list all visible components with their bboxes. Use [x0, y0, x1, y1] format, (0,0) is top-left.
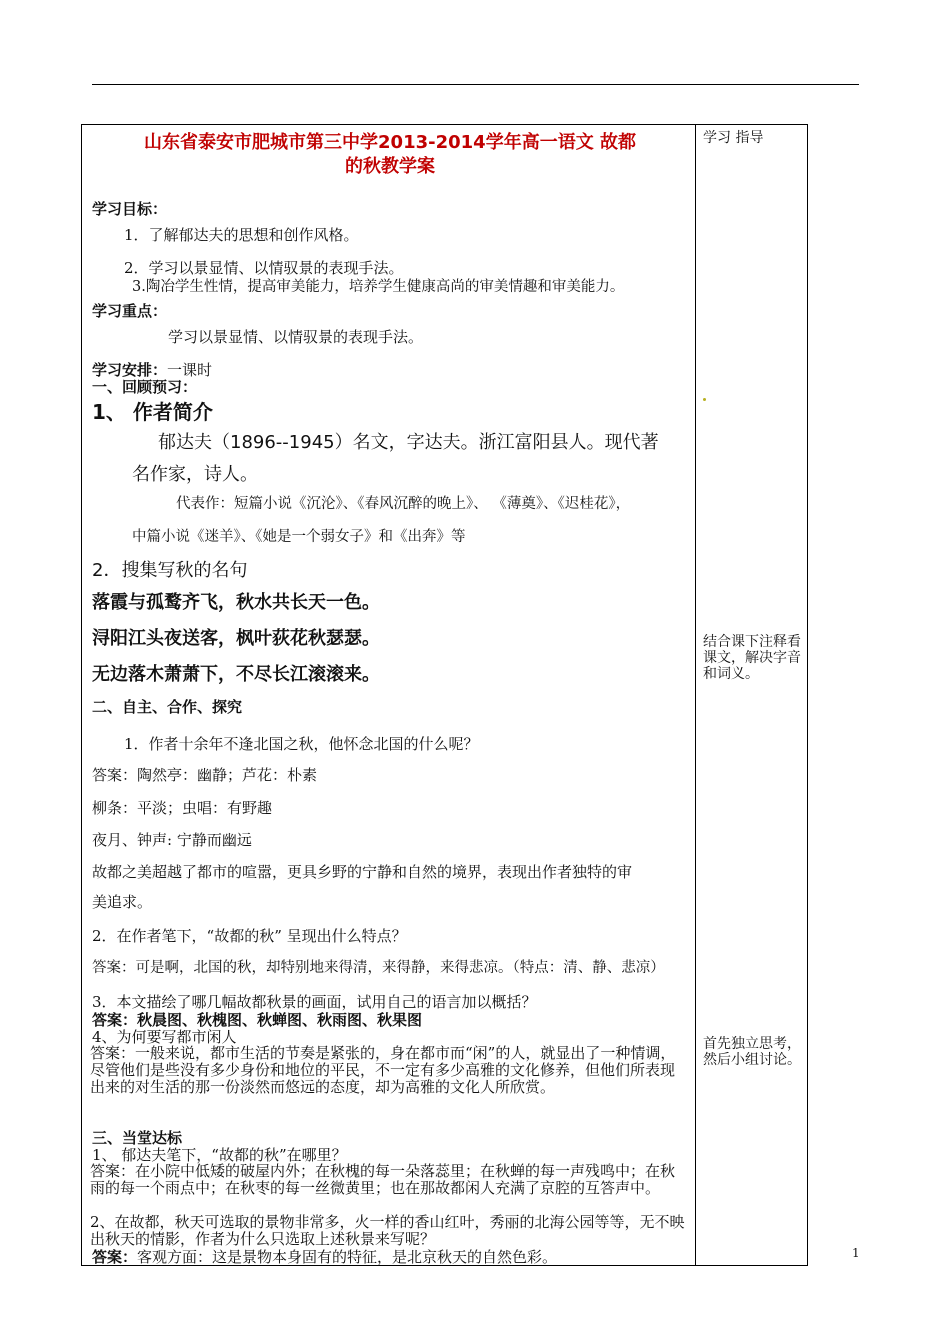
arrangement-text: 一课时: [167, 361, 213, 379]
quote-1: 落霞与孤鹜齐飞，秋水共长天一色。: [92, 592, 380, 613]
goal-item-3: 3.陶冶学生性情，提高审美能力，培养学生健康高尚的审美情趣和审美能力。: [132, 279, 625, 295]
goal-item-2: 2．学习以景显情、以情驭景的表现手法。: [124, 259, 404, 277]
explore-answer-1-line-5: 美追求。: [92, 893, 153, 911]
author-line-2: 名作家，诗人。: [132, 464, 258, 485]
explore-heading: 二、自主、合作、探究: [92, 698, 243, 716]
author-heading: 1、 作者简介: [92, 400, 213, 424]
practice-answer-2-label: 答案：: [92, 1248, 138, 1266]
quotes-heading: 2．搜集写秋的名句: [92, 560, 248, 581]
column-divider: [695, 124, 696, 1266]
practice-question-1: 1、 郁达夫笔下，“故都的秋”在哪里？: [92, 1146, 347, 1164]
focus-text: 学习以景显情、以情驭景的表现手法。: [168, 328, 424, 346]
practice-answer-2-text: 客观方面：这是景物本身固有的特征，是北京秋天的自然色彩。: [137, 1248, 558, 1266]
practice-heading: 三、当堂达标: [92, 1129, 183, 1147]
goal-item-1: 1．了解郁达夫的思想和创作风格。: [124, 226, 359, 244]
sidebar-header: 学习 指导: [703, 130, 764, 146]
focus-heading: 学习重点：: [92, 302, 168, 320]
header-rule: [92, 84, 859, 85]
explore-question-2: 2．在作者笔下，“故都的秋” 呈现出什么特点？: [92, 927, 407, 945]
explore-answer-2: 答案：可是啊，北国的秋，却特别地来得清，来得静，来得悲凉。（特点：清、静、悲凉）: [92, 960, 665, 976]
practice-answer-2: [92, 1248, 557, 1266]
goals-heading: 学习目标：: [92, 200, 168, 218]
practice-answer-1: 答案：在小院中低矮的破屋内外；在秋槐的每一朵落蕊里；在秋蝉的每一声残鸣中；在秋雨的每一个雨点中；在秋枣的每一丝微黄里；也在那故都闲人充满了京腔的互答声中。: [90, 1162, 676, 1197]
explore-answer-1-line-1: 答案：陶然亭：幽静；芦花：朴素: [92, 766, 318, 784]
practice-question-2: 2、在故都，秋天可选取的景物非常多，火一样的香山红叶，秀丽的北海公园等等，无不映出秋天的情影，作者为什么只选取上述秋景来写呢？: [90, 1213, 685, 1248]
review-heading: 一、回顾预习：: [92, 378, 198, 396]
arrangement-line: [92, 361, 212, 379]
works-line-2: 中篇小说《迷羊》、《她是一个弱女子》和《出奔》等: [132, 529, 466, 545]
explore-question-1: 1．作者十余年不逢北国之秋，他怀念北国的什么呢？: [124, 735, 479, 753]
arrangement-heading: 学习安排：: [92, 361, 168, 379]
explore-answer-3: 答案：秋晨图、秋槐图、秋蝉图、秋雨图、秋果图: [92, 1011, 423, 1029]
page-number: 1: [852, 1246, 860, 1260]
explore-answer-1-line-3: 夜月、钟声: 宁静而幽远: [92, 831, 252, 849]
explore-question-4: 4、为何要写都市闲人: [92, 1028, 237, 1046]
page-title-line-2: 的秋教学案: [345, 156, 435, 177]
sidebar-note-2: 首先独立思考，然后小组讨论。: [703, 1036, 801, 1068]
explore-answer-4: 答案：一般来说，都市生活的节奏是紧张的，身在都市而“闲”的人，就显出了一种情调，尽管他们是些没有多少身份和地位的平民，不一定有多少高雅的文化修养，但他们所表现出来的对生活的那一份淡然而悠远的态度，却为高雅的文化人所欣赏。: [90, 1044, 676, 1096]
explore-answer-1-line-2: 柳条：平淡；虫唱：有野趣: [92, 799, 273, 817]
quote-3: 无边落木萧萧下，不尽长江滚滚来。: [92, 664, 380, 685]
quote-2: 浔阳江头夜送客，枫叶荻花秋瑟瑟。: [92, 628, 380, 649]
works-line-1: 代表作：短篇小说《沉沦》、《春风沉醉的晚上》、 《薄奠》、《迟桂花》，: [176, 496, 631, 512]
speck-mark: [703, 398, 706, 401]
sidebar-note-1: 结合课下注释看课文，解决字音和词义。: [703, 634, 801, 682]
author-line-1: 郁达夫（1896--1945）名文，字达夫。浙江富阳县人。现代著: [158, 432, 659, 453]
explore-answer-1-line-4: 故都之美超越了都市的喧嚣，更具乡野的宁静和自然的境界，表现出作者独特的审: [92, 863, 633, 881]
explore-question-3: 3．本文描绘了哪几幅故都秋景的画面，试用自己的语言加以概括？: [92, 993, 537, 1011]
page-title-line-1: 山东省泰安市肥城市第三中学2013-2014学年高一语文 故都: [144, 132, 636, 153]
